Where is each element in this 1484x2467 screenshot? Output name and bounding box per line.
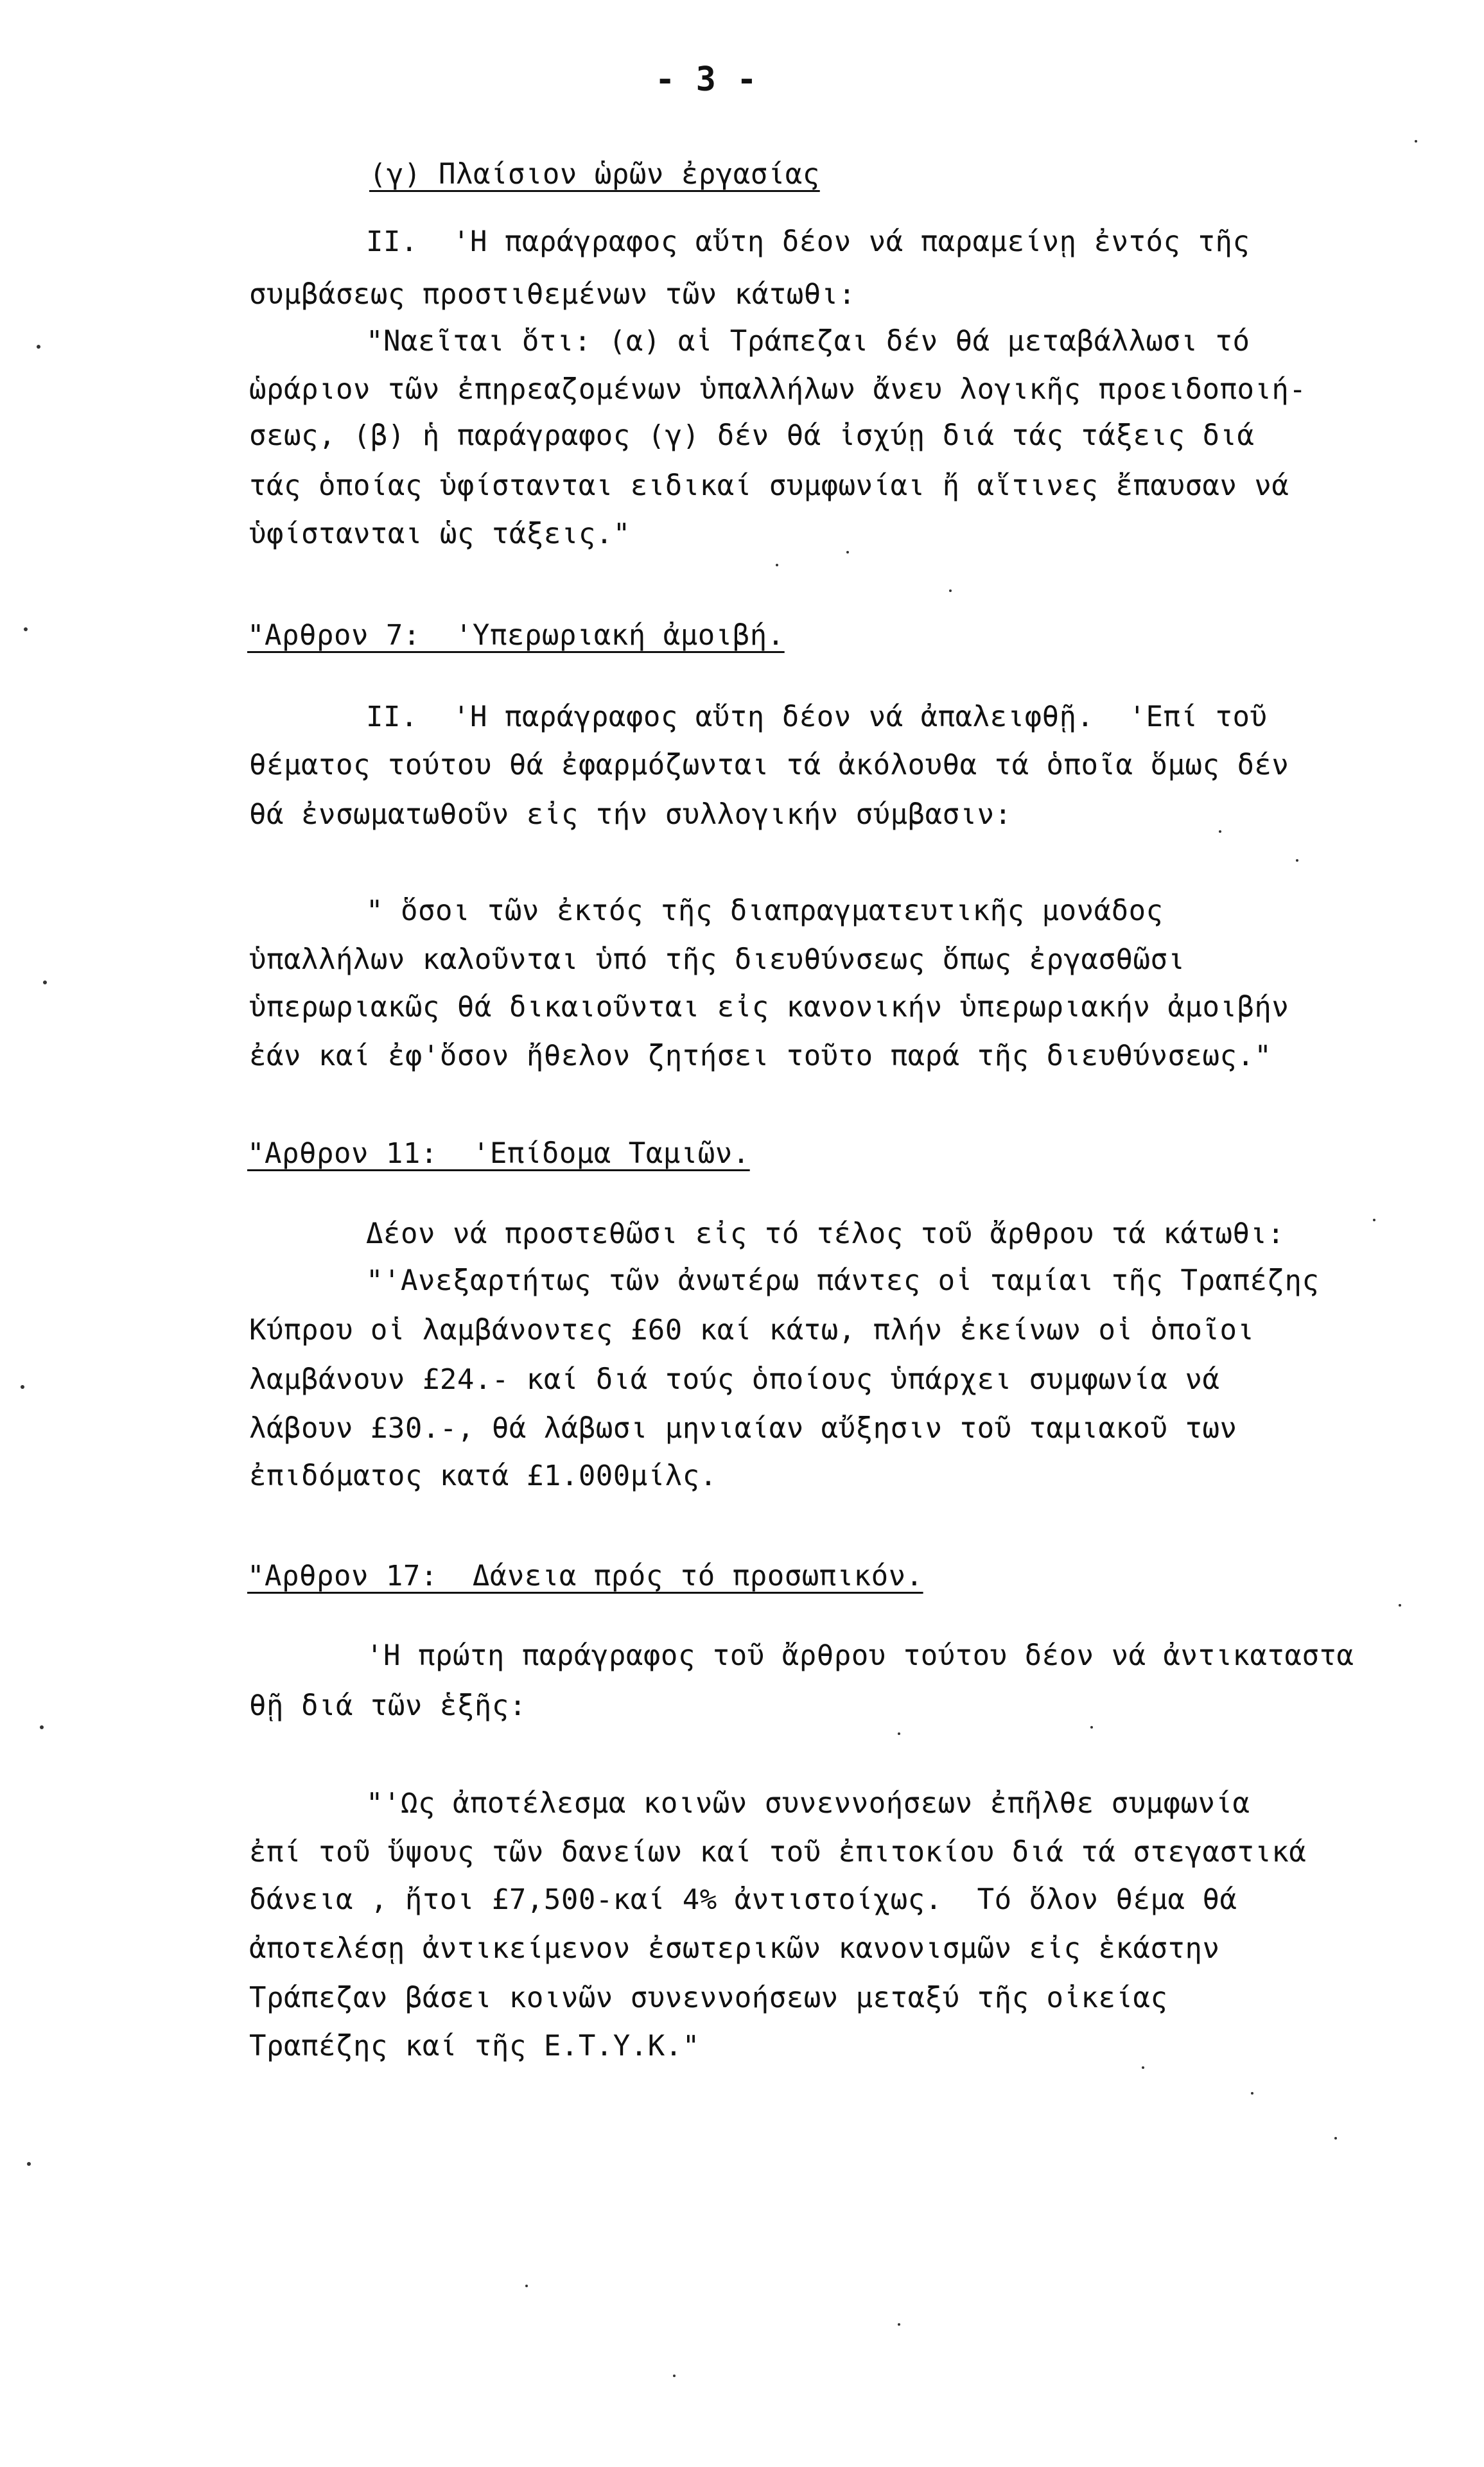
article-7-heading: "Αρθρον 7: 'Υπερωριακή ἀμοιβή. (247, 619, 785, 652)
text-line: σεως, (β) ἡ παράγραφος (γ) δέν θά ἰσχύῃ διά τάς τάξεις διά (249, 419, 1255, 452)
text-line: θά ἐνσωματωθοῦν εἰς τήν συλλογικήν σύμβασιν: (249, 798, 1012, 831)
text-line: Τραπέζης καί τῆς Ε.Τ.Υ.Κ." (249, 2030, 700, 2062)
text-line: ἐπιδόματος κατά £1.000μίλς. (249, 1460, 717, 1492)
text-line: συμβάσεως προστιθεμένων τῶν κάτωθι: (249, 278, 856, 311)
text-line: λαμβάνουν £24.- καί διά τούς ὁποίους ὑπάρχει συμφωνία νά (249, 1363, 1220, 1396)
article-11-heading: "Αρθρον 11: 'Επίδομα Ταμιῶν. (247, 1137, 750, 1170)
section-heading-working-hours: (γ) Πλαίσιον ὡρῶν ἐργασίας (369, 158, 820, 191)
text-line: 'Η πρώτη παράγραφος τοῦ ἄρθρου τούτου δέον νά ἀντικαταστα (366, 1639, 1354, 1672)
text-line: τάς ὁποίας ὑφίστανται ειδικαί συμφωνίαι ἤ αἵτινες ἔπαυσαν νά (249, 469, 1289, 502)
text-line: δάνεια , ἤτοι £7,500-καί 4% ἀντιστοίχως. Τό ὅλον θέμα θά (249, 1883, 1237, 1916)
text-line: ἀποτελέσῃ ἀντικείμενον ἐσωτερικῶν κανονισμῶν εἰς ἑκάστην (249, 1932, 1220, 1965)
text-line: θέματος τούτου θά ἐφαρμόζωνται τά ἀκόλουθα τά ὁποῖα ὅμως δέν (249, 749, 1289, 781)
page-number: - 3 - (655, 60, 758, 99)
text-line: Τράπεζαν βάσει κοινῶν συνεννοήσεων μεταξύ τῆς οἰκείας (249, 1982, 1168, 2014)
text-line: "'Ανεξαρτήτως τῶν ἀνωτέρω πάντες οἱ ταμίαι τῆς Τραπέζης (366, 1264, 1320, 1297)
article-17-heading: "Αρθρον 17: Δάνεια πρός τό προσωπικόν. (247, 1560, 923, 1592)
text-line: Κύπρου οἱ λαμβάνοντες £60 καί κάτω, πλήν ἐκείνων οἱ ὁποῖοι (249, 1314, 1255, 1347)
text-line: "'Ως ἀποτέλεσμα κοινῶν συνεννοήσεων ἐπῆλθε συμφωνία (366, 1787, 1250, 1820)
text-line: ὑπερωριακῶς θά δικαιοῦνται εἰς κανονικήν ὑπερωριακήν ἀμοιβήν (249, 991, 1289, 1024)
text-line: II. 'Η παράγραφος αὕτη δέον νά ἀπαλειφθῇ. 'Επί τοῦ (366, 701, 1268, 733)
text-line: ἐπί τοῦ ὕψους τῶν δανείων καί τοῦ ἐπιτοκίου διά τά στεγαστικά (249, 1836, 1307, 1869)
text-line: " ὅσοι τῶν ἐκτός τῆς διαπραγματευτικῆς μονάδος (366, 894, 1164, 927)
text-line: θῇ διά τῶν ἑξῆς: (249, 1689, 527, 1722)
text-line: λάβουν £30.-, θά λάβωσι μηνιαίαν αὔξησιν τοῦ ταμιακοῦ των (249, 1412, 1237, 1445)
text-line: ὑφίστανται ὡς τάξεις." (249, 518, 631, 550)
text-line: Δέον νά προστεθῶσι εἰς τό τέλος τοῦ ἄρθρου τά κάτωθι: (366, 1217, 1285, 1250)
text-line: ὑπαλλήλων καλοῦνται ὑπό τῆς διευθύνσεως ὅπως ἐργασθῶσι (249, 943, 1185, 976)
text-line: "Ναεῖται ὅτι: (α) αἱ Τράπεζαι δέν θά μεταβάλλωσι τό (366, 325, 1250, 358)
text-line: ὡράριον τῶν ἐπηρεαζομένων ὑπαλλήλων ἄνευ λογικῆς προειδοποιή- (249, 373, 1307, 406)
text-line: ἐάν καί ἐφ'ὅσον ἤθελον ζητήσει τοῦτο παρά τῆς διευθύνσεως." (249, 1040, 1272, 1072)
text-line: II. 'Η παράγραφος αὕτη δέον νά παραμείνῃ ἐντός τῆς (366, 225, 1250, 258)
